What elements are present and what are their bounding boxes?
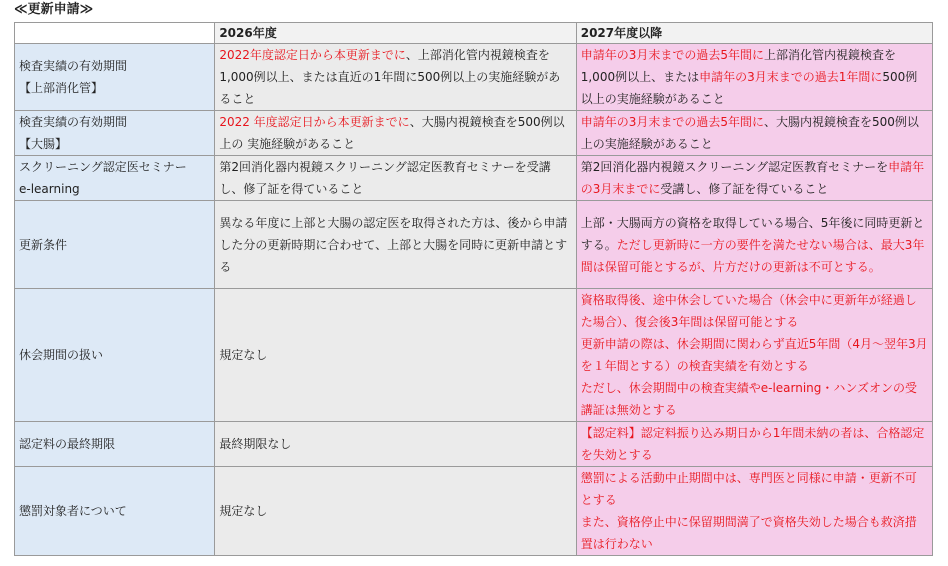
cell-2027-onward bbox=[576, 156, 932, 201]
row-label-line: 検査実績の有効期間 bbox=[19, 59, 128, 73]
highlighted-text: 申請年の3月末までに bbox=[580, 160, 925, 196]
highlighted-text: 申請年の3月末までの過去5年間に bbox=[580, 115, 765, 129]
header-2026: 2026年度 bbox=[215, 23, 576, 44]
highlighted-text: 2022年度認定日から本更新までに bbox=[219, 48, 406, 62]
body-text: 規定なし bbox=[219, 504, 268, 518]
row-label-line: 懲罰対象者について bbox=[19, 504, 127, 518]
cell-2026 bbox=[215, 467, 576, 556]
header-2027-onward: 2027年度以降 bbox=[576, 23, 932, 44]
table-row-renewal-conditions bbox=[15, 201, 933, 289]
row-label bbox=[15, 467, 215, 556]
highlighted-text: 【認定料】認定料振り込み期日から1年間未納の者は、合格認定を失効とする bbox=[580, 426, 925, 462]
row-label-line: 休会期間の扱い bbox=[19, 348, 104, 362]
highlighted-text: 資格取得後、途中休会していた場合（休会中に更新年が経過した場合）、復会後3年間は保留可能とする bbox=[580, 293, 917, 329]
table-row-upper-gi-period bbox=[15, 44, 933, 111]
header-corner bbox=[15, 23, 215, 44]
body-text: 規定なし bbox=[219, 348, 268, 362]
body-text: 異なる年度に上部と大腸の認定医を取得された方は、後から申請した分の更新時期に合わせて、上部と大腸を同時に更新申請とする bbox=[219, 215, 568, 274]
cell-2027-onward bbox=[576, 289, 932, 422]
cell-2027-onward bbox=[576, 44, 932, 111]
cell-2026 bbox=[215, 44, 576, 111]
cell-2026 bbox=[215, 156, 576, 201]
renewal-table bbox=[14, 22, 933, 556]
body-text: 500例以上の実施経験があること bbox=[580, 70, 918, 106]
cell-2027-onward bbox=[576, 467, 932, 556]
body-text: 上部消化管内視鏡検査を1,000例以上、または bbox=[580, 48, 897, 84]
body-text: 上部・大腸両方の資格を取得している場合、5年後に同時更新とする。 bbox=[580, 215, 925, 252]
row-label bbox=[15, 422, 215, 467]
cell-2026 bbox=[215, 289, 576, 422]
highlighted-text: ただし、休会期間中の検査実績やe-learning・ハンズオンの受講証は無効とする bbox=[580, 381, 918, 417]
body-text: 第2回消化器内視鏡スクリーニング認定医教育セミナーを受講し、修了証を得ていること bbox=[219, 160, 551, 196]
table-row-screening-seminar bbox=[15, 156, 933, 201]
body-text: 、大腸内視鏡検査を500例以上の 実施経験があること bbox=[219, 115, 565, 151]
row-label-line: 検査実績の有効期間 bbox=[19, 115, 128, 129]
cell-2026 bbox=[215, 201, 576, 289]
row-label bbox=[15, 44, 215, 111]
table-row-fee-deadline bbox=[15, 422, 933, 467]
row-label bbox=[15, 289, 215, 422]
highlighted-text: 申請年の3月末までの過去1年間に bbox=[699, 70, 883, 84]
body-text: 、大腸内視鏡検査を500例以上の実施経験があること bbox=[580, 115, 919, 151]
row-label bbox=[15, 111, 215, 156]
cell-2027-onward bbox=[576, 422, 932, 467]
row-label-line: e-learning bbox=[19, 182, 80, 196]
body-text: 最終期限なし bbox=[219, 437, 292, 451]
cell-2026 bbox=[215, 422, 576, 467]
highlighted-text: また、資格停止中に保留期間満了で資格失効した場合も救済措置は行わない bbox=[580, 515, 917, 551]
row-label bbox=[15, 201, 215, 289]
body-text: 、上部消化管内視鏡検査を1,000例以上、または直近の1年間に500例以上の実施経験があること bbox=[219, 48, 561, 106]
highlighted-text: 更新申請の際は、休会期間に関わらず直近5年間（4月～翌年3月を１年間とする）の検査実績を有効とする bbox=[580, 337, 928, 373]
highlighted-text: 申請年の3月末までの過去5年間に bbox=[580, 48, 765, 62]
row-label-line: 【上部消化管】 bbox=[19, 81, 104, 95]
row-label-line: 【大腸】 bbox=[19, 137, 68, 151]
body-text: 受講し、修了証を得ていること bbox=[660, 182, 829, 196]
table-row-colon-period bbox=[15, 111, 933, 156]
table-row-disciplinary bbox=[15, 467, 933, 556]
row-label bbox=[15, 156, 215, 201]
row-label-line: 認定料の最終期限 bbox=[19, 437, 116, 451]
body-text: 第2回消化器内視鏡スクリーニング認定医教育セミナーを bbox=[580, 160, 889, 174]
highlighted-text: 懲罰による活動中止期間中は、専門医と同様に申請・更新不可とする bbox=[580, 471, 917, 507]
highlighted-text: 2022 年度認定日から本更新までに bbox=[219, 115, 410, 129]
header-row bbox=[15, 23, 933, 44]
highlighted-text: ただし更新時に一方の要件を満たせない場合は、最大3年間は保留可能とするが、片方だけの更新は不可とする。 bbox=[580, 237, 925, 274]
table-row-leave-period bbox=[15, 289, 933, 422]
cell-2027-onward bbox=[576, 201, 932, 289]
row-label-line: スクリーニング認定医セミナー bbox=[19, 160, 187, 174]
cell-2026 bbox=[215, 111, 576, 156]
row-label-line: 更新条件 bbox=[19, 237, 68, 252]
cell-2027-onward bbox=[576, 111, 932, 156]
page-title: ≪更新申請≫ bbox=[14, 2, 94, 17]
